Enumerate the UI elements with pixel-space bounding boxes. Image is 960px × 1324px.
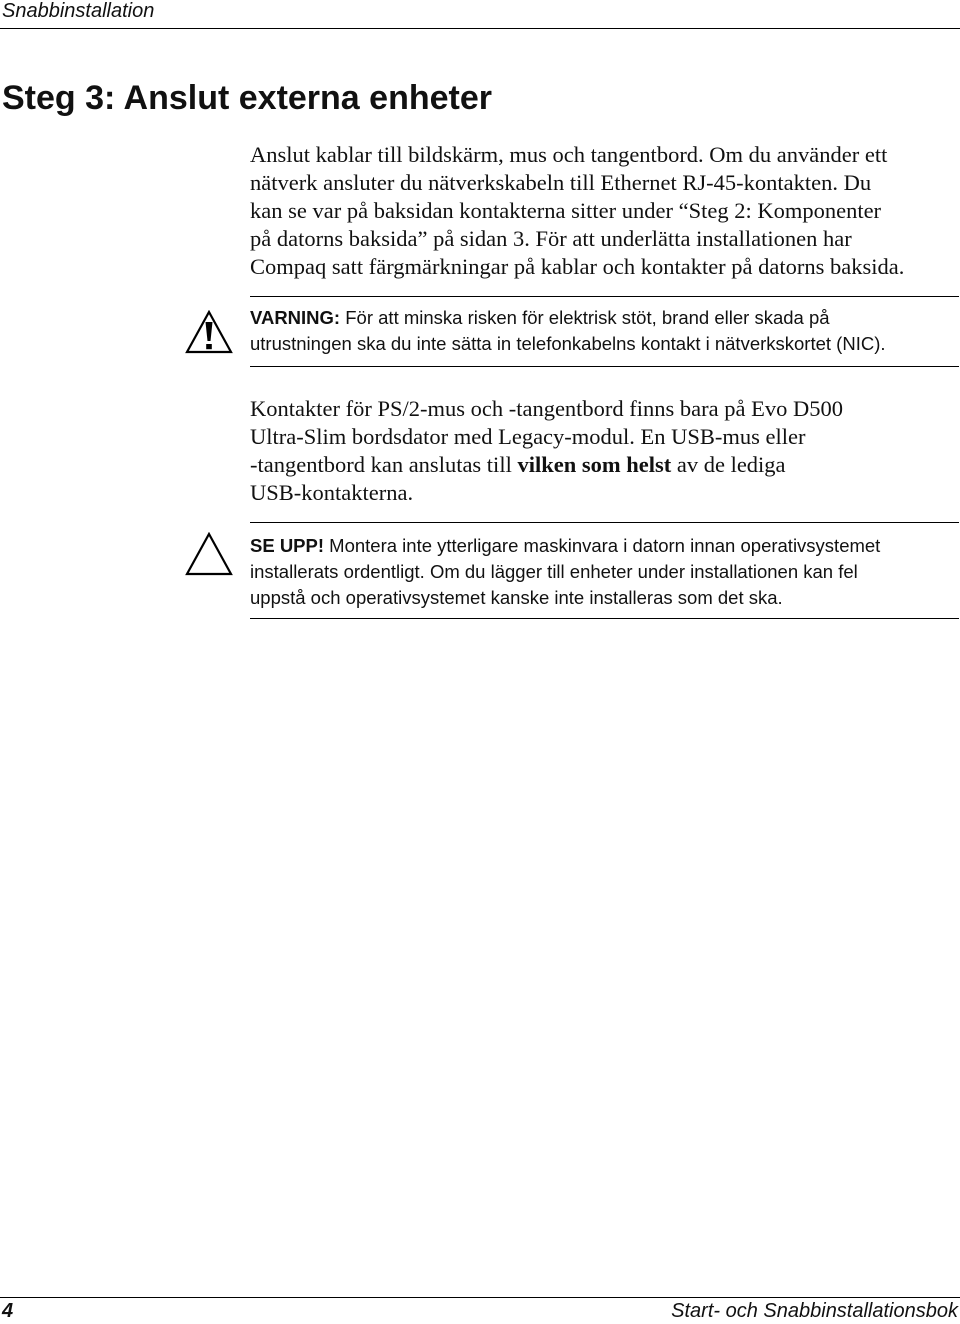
intro-line-1: Anslut kablar till bildskärm, mus och tangentbord. Om du använder ett	[250, 142, 888, 167]
intro-line-2: nätverk ansluter du nätverkskabeln till Ethernet RJ-45-kontakten. Du	[250, 170, 872, 195]
second-paragraph	[250, 395, 950, 507]
emphasis-text: vilken som helst	[517, 452, 672, 477]
intro-line-3: kan se var på baksidan kontakterna sitter under “Steg 2: Komponenter	[250, 198, 882, 223]
paragraph-line-3-end: av de lediga	[671, 452, 786, 477]
caution-top-rule	[250, 522, 959, 523]
warning-line-2: utrustningen ska du inte sätta in telefonkabelns kontakt i nätverkskortet (NIC).	[250, 333, 886, 354]
caution-label: SE UPP!	[250, 535, 325, 556]
footer-rule	[0, 1297, 960, 1298]
warning-text	[250, 305, 959, 357]
caution-line-3: uppstå och operativsystemet kanske inte installeras som det ska.	[250, 587, 783, 608]
header-rule	[0, 28, 960, 29]
warning-triangle-exclamation-icon	[185, 310, 233, 354]
warning-text-line-1: För att minska risken för elektrisk stöt, brand eller skada på	[340, 307, 830, 328]
paragraph-line-1: Kontakter för PS/2-mus och -tangentbord finns bara på Evo D500	[250, 396, 843, 421]
caution-bottom-rule	[250, 618, 959, 619]
intro-line-4: på datorns baksida” på sidan 3. För att underlätta installationen har	[250, 226, 852, 251]
warning-top-rule	[250, 296, 959, 297]
caution-line-2: installerats ordentligt. Om du lägger till enheter under installationen kan fel	[250, 561, 858, 582]
intro-line-5: Compaq satt färgmärkningar på kablar och kontakter på datorns baksida.	[250, 254, 905, 279]
caution-triangle-icon	[185, 532, 233, 576]
paragraph-line-3	[250, 451, 950, 479]
warning-line-1	[250, 305, 959, 331]
page-title: Steg 3: Anslut externa enheter	[2, 79, 492, 117]
warning-label: VARNING:	[250, 307, 341, 328]
caution-text	[250, 533, 959, 611]
footer-book-title: Start- och Snabbinstallationsbok	[671, 1300, 958, 1322]
paragraph-line-2: Ultra-Slim bordsdator med Legacy-modul. En USB-mus eller	[250, 424, 806, 449]
running-header-title: Snabbinstallation	[2, 0, 155, 22]
page-number: 4	[2, 1300, 14, 1322]
intro-paragraph	[250, 141, 950, 281]
caution-text-line-1: Montera inte ytterligare maskinvara i datorn innan operativsystemet	[324, 535, 881, 556]
paragraph-line-3-start: -tangentbord kan anslutas till	[250, 452, 518, 477]
caution-line-1	[250, 533, 959, 559]
paragraph-line-4: USB-kontakterna.	[250, 480, 414, 505]
running-footer	[0, 1290, 960, 1324]
warning-bottom-rule	[250, 366, 959, 367]
